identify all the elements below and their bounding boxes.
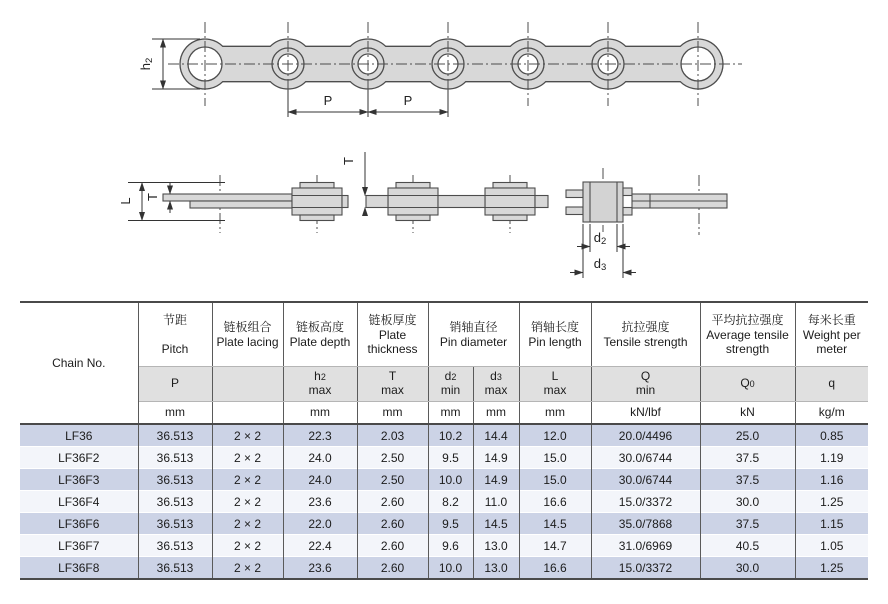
spec-value-cell: 12.0 <box>519 424 591 447</box>
symbol-cell-avg-tensile: Q0 <box>700 366 795 401</box>
col-header-en: Pin length <box>528 335 582 350</box>
col-header-en: Pin diameter <box>439 335 508 350</box>
spec-value-cell: 9.5 <box>428 513 473 535</box>
col-header-plate-lacing <box>212 302 283 366</box>
col-header-pin-diameter <box>428 302 519 366</box>
spec-value-cell: 36.513 <box>138 447 212 469</box>
spec-value-cell: 36.513 <box>138 513 212 535</box>
spec-value-cell: 15.0/3372 <box>591 557 700 580</box>
symbol-cell-d3: d3 max <box>473 366 519 401</box>
spec-value-cell: 2 × 2 <box>212 491 283 513</box>
col-header-cn: 链板高度 <box>295 320 344 335</box>
unit-cell <box>212 401 283 424</box>
dim-label-T-top: T <box>341 157 356 165</box>
spec-value-cell: 16.6 <box>519 557 591 580</box>
spec-value-cell: 16.6 <box>519 491 591 513</box>
dim-label-h2: h2 <box>138 57 155 71</box>
spec-value-cell: 2 × 2 <box>212 557 283 580</box>
spec-value-cell: 22.3 <box>283 424 357 447</box>
symbol-cell-pitch: P <box>138 366 212 401</box>
spec-value-cell: 14.9 <box>473 469 519 491</box>
unit-cell: kg/m <box>818 405 845 420</box>
chain-no-header: Chain No. <box>20 302 138 424</box>
chain-top-view-diagram <box>0 0 888 138</box>
dim-label-d3: d3 <box>593 256 607 273</box>
col-header-cn: 销轴直径 <box>449 320 498 335</box>
col-header-cn: 链板组合 <box>223 320 272 335</box>
spec-value-cell: 14.5 <box>519 513 591 535</box>
spec-value-cell: 37.5 <box>700 469 795 491</box>
col-header-en: Pitch <box>161 342 189 357</box>
col-header-plate-depth <box>283 302 357 366</box>
spec-value-cell: 15.0 <box>519 469 591 491</box>
col-header-en: Weight per meter <box>802 328 861 357</box>
symbol-row <box>20 366 868 401</box>
spec-value-cell: 14.7 <box>519 535 591 557</box>
spec-value-cell: 36.513 <box>138 535 212 557</box>
spec-value-cell: 14.5 <box>473 513 519 535</box>
spec-value-cell: 2 × 2 <box>212 513 283 535</box>
table-row <box>20 424 868 447</box>
col-header-pitch <box>138 302 212 366</box>
unit-cell: mm <box>428 401 473 424</box>
spec-value-cell: 22.0 <box>283 513 357 535</box>
spec-value-cell: 2.50 <box>357 469 428 491</box>
col-header-en: Plate lacing <box>216 335 279 350</box>
spec-value-cell: 10.2 <box>428 424 473 447</box>
spec-value-cell: 24.0 <box>283 469 357 491</box>
spec-value-cell: 1.25 <box>795 557 868 580</box>
spec-value-cell: 10.0 <box>428 557 473 580</box>
spec-value-cell: 2 × 2 <box>212 447 283 469</box>
spec-value-cell: 2 × 2 <box>212 424 283 447</box>
table-row <box>20 447 868 469</box>
spec-value-cell: 14.9 <box>473 447 519 469</box>
unit-cell: mm <box>473 401 519 424</box>
symbol-cell-depth: h2 max <box>283 366 357 401</box>
table-row <box>20 469 868 491</box>
spec-value-cell: 20.0/4496 <box>591 424 700 447</box>
symbol-cell-weight: q <box>795 366 868 401</box>
spec-value-cell: 13.0 <box>473 557 519 580</box>
symbol-cell-tensile: Q min <box>591 366 700 401</box>
spec-value-cell: 31.0/6969 <box>591 535 700 557</box>
spec-value-cell: 0.85 <box>795 424 868 447</box>
dim-label-d2: d2 <box>593 230 607 247</box>
spec-value-cell: 11.0 <box>473 491 519 513</box>
symbol-cell-length: L max <box>519 366 591 401</box>
spec-value-cell: 1.25 <box>795 491 868 513</box>
spec-value-cell: 36.513 <box>138 469 212 491</box>
dim-label-L: L <box>118 197 133 205</box>
unit-cell: mm <box>283 401 357 424</box>
spec-value-cell: 23.6 <box>283 557 357 580</box>
table-row <box>20 491 868 513</box>
spec-value-cell: 1.19 <box>795 447 868 469</box>
spec-value-cell: 1.05 <box>795 535 868 557</box>
col-header-en: Plate depth <box>289 335 351 350</box>
unit-cell: mm <box>357 401 428 424</box>
spec-value-cell: 2.60 <box>357 535 428 557</box>
spec-value-cell: 9.5 <box>428 447 473 469</box>
spec-value-cell: 15.0/3372 <box>591 491 700 513</box>
col-header-en: Tensile strength <box>603 335 688 350</box>
spec-table-container <box>20 301 868 580</box>
spec-value-cell: 2.60 <box>357 557 428 580</box>
spec-value-cell: 1.16 <box>795 469 868 491</box>
col-header-cn: 链板厚度 <box>368 313 417 328</box>
spec-value-cell: 2 × 2 <box>212 469 283 491</box>
col-header-en: Plate thickness <box>367 328 418 357</box>
chain-no-cell: LF36F8 <box>20 557 138 580</box>
spec-value-cell: 2.50 <box>357 447 428 469</box>
unit-cell: mm <box>519 401 591 424</box>
spec-value-cell: 25.0 <box>700 424 795 447</box>
col-header-cn: 销轴长度 <box>530 320 579 335</box>
chain-side-view-diagram <box>0 140 888 292</box>
spec-value-cell: 35.0/7868 <box>591 513 700 535</box>
unit-cell: mm <box>138 401 212 424</box>
unit-cell: kN <box>700 401 795 424</box>
chain-no-cell: LF36F3 <box>20 469 138 491</box>
units-row <box>20 401 868 424</box>
spec-value-cell: 23.6 <box>283 491 357 513</box>
col-header-pin-length <box>519 302 591 366</box>
spec-value-cell: 13.0 <box>473 535 519 557</box>
chain-no-cell: LF36F7 <box>20 535 138 557</box>
side-plates <box>163 182 727 222</box>
spec-value-cell: 40.5 <box>700 535 795 557</box>
spec-value-cell: 14.4 <box>473 424 519 447</box>
dim-label-p2: P <box>403 93 413 108</box>
spec-value-cell: 1.15 <box>795 513 868 535</box>
table-row <box>20 513 868 535</box>
spec-value-cell: 15.0 <box>519 447 591 469</box>
spec-value-cell: 8.2 <box>428 491 473 513</box>
symbol-cell-d2: d2 min <box>428 366 473 401</box>
spec-table <box>20 301 868 580</box>
dimension-p <box>288 90 448 117</box>
spec-value-cell: 30.0/6744 <box>591 469 700 491</box>
dim-label-p1: P <box>323 93 333 108</box>
col-header-plate-thickness <box>357 302 428 366</box>
chain-no-cell: LF36F2 <box>20 447 138 469</box>
spec-value-cell: 36.513 <box>138 491 212 513</box>
col-header-en: Average tensile strength <box>706 328 789 357</box>
spec-value-cell: 30.0 <box>700 557 795 580</box>
col-header-cn: 抗拉强度 <box>621 320 670 335</box>
col-header-cn: 每米长重 <box>807 313 856 328</box>
spec-value-cell: 2.60 <box>357 491 428 513</box>
dim-label-T-left: T <box>145 193 160 201</box>
symbol-cell-thickness: T max <box>357 366 428 401</box>
spec-value-cell: 24.0 <box>283 447 357 469</box>
chain-no-cell: LF36F4 <box>20 491 138 513</box>
col-header-cn: 平均抗拉强度 <box>711 313 784 328</box>
spec-value-cell: 37.5 <box>700 447 795 469</box>
chain-no-cell: LF36F6 <box>20 513 138 535</box>
col-header-weight-per-meter <box>795 302 868 366</box>
symbol-cell-lacing <box>212 366 283 401</box>
spec-value-cell: 37.5 <box>700 513 795 535</box>
spec-value-cell: 36.513 <box>138 424 212 447</box>
spec-value-cell: 2 × 2 <box>212 535 283 557</box>
spec-value-cell: 2.60 <box>357 513 428 535</box>
spec-value-cell: 36.513 <box>138 557 212 580</box>
spec-table-body <box>20 424 868 579</box>
col-header-tensile-strength <box>591 302 700 366</box>
table-row <box>20 535 868 557</box>
col-header-cn: 节距 <box>162 313 187 328</box>
spec-value-cell: 22.4 <box>283 535 357 557</box>
spec-value-cell: 30.0 <box>700 491 795 513</box>
table-row <box>20 557 868 580</box>
spec-value-cell: 9.6 <box>428 535 473 557</box>
chain-no-cell: LF36 <box>20 424 138 447</box>
spec-value-cell: 10.0 <box>428 469 473 491</box>
col-header-average-tensile-strength <box>700 302 795 366</box>
unit-cell: kN/lbf <box>591 401 700 424</box>
spec-value-cell: 30.0/6744 <box>591 447 700 469</box>
spec-value-cell: 2.03 <box>357 424 428 447</box>
